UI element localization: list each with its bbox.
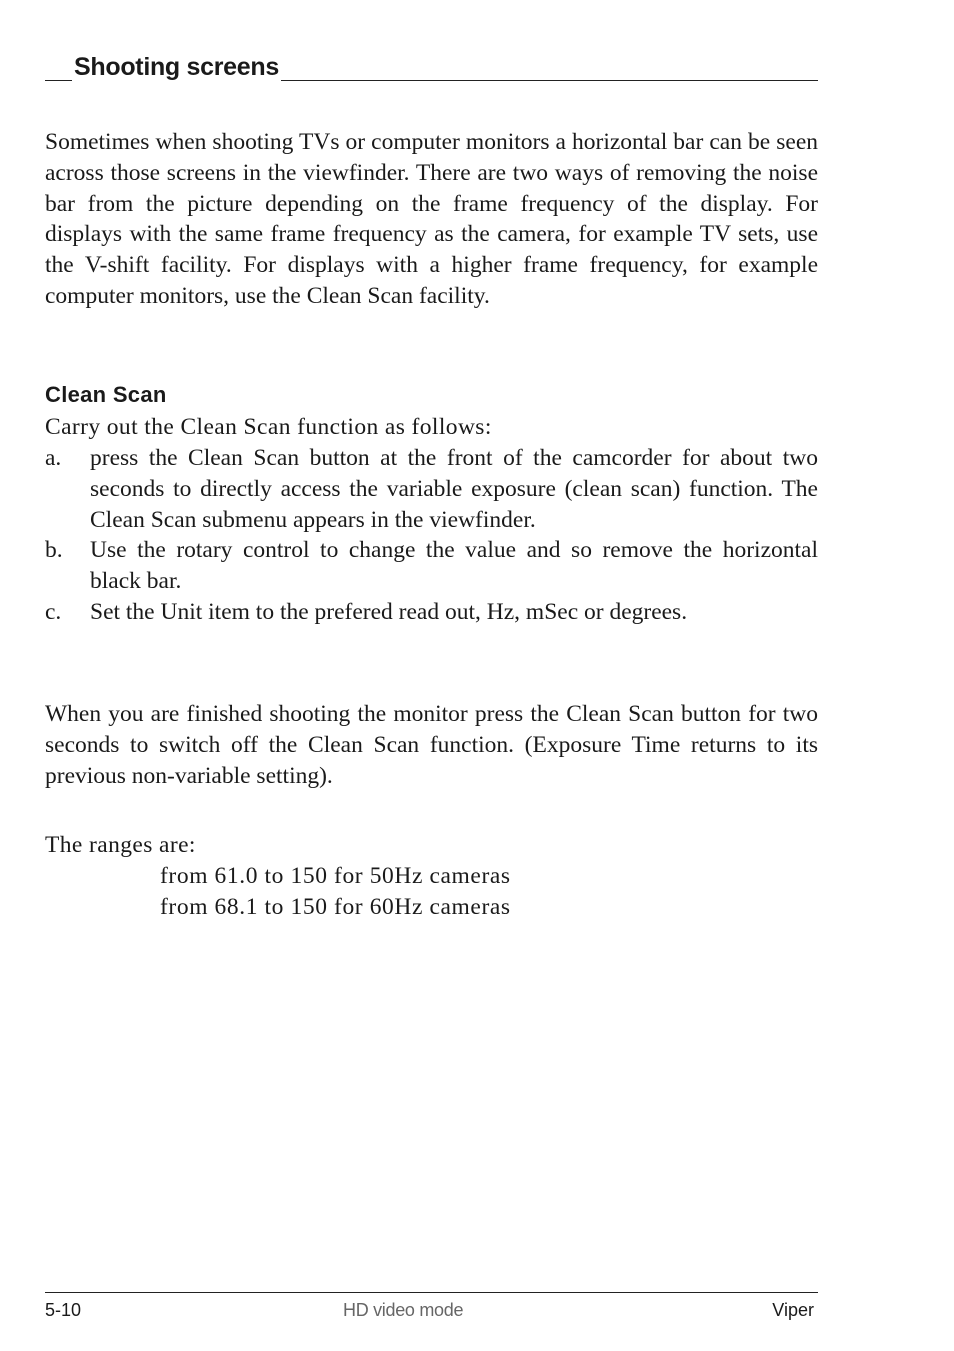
steps-list — [45, 443, 818, 628]
range-line-50hz: from 61.0 to 150 for 50Hz cameras — [160, 863, 511, 889]
range-line-60hz: from 68.1 to 150 for 60Hz cameras — [160, 894, 511, 920]
footer-section: HD video mode — [343, 1300, 464, 1320]
footer-product: Viper — [772, 1300, 814, 1320]
step-text: Set the Unit item to the prefered read out, Hz, mSec or degrees. — [90, 598, 688, 625]
step-marker: a. — [45, 445, 62, 471]
list-item — [45, 535, 818, 597]
clean-scan-heading: Clean Scan — [45, 382, 167, 407]
list-item — [45, 443, 818, 535]
step-marker: b. — [45, 537, 63, 564]
intro-paragraph: Sometimes when shooting TVs or computer monitors a horizontal bar can be seen across those screens in the viewfinder. There are two ways of removing the noise bar from the picture depending on the frame frequency of the display. For displays with the same frame frequency as the camera, for example TV sets, use the V-shift facility. For displays with a higher frame frequency, for example computer monitors, use the Clean Scan facility. — [45, 129, 818, 309]
page-number: 5-10 — [45, 1300, 82, 1320]
clean-scan-lead: Carry out the Clean Scan function as follows: — [45, 414, 492, 440]
list-item — [45, 597, 818, 628]
finish-paragraph: When you are finished shooting the monitor press the Clean Scan button for two seconds to switch off the Clean Scan function. (Exposure Time returns to its previous non-variable setting). — [45, 701, 818, 789]
ranges-intro: The ranges are: — [45, 832, 196, 858]
step-text: Use the rotary control to change the value and so remove the horizontal black bar. — [90, 537, 818, 595]
step-text: press the Clean Scan button at the front of the camcorder for about two seconds to directly access the variable exposure (clean scan) function. The Clean Scan submenu appears in the viewfinder. — [90, 445, 818, 533]
footer-rule — [45, 1292, 818, 1293]
step-marker: c. — [45, 598, 62, 625]
page-title: Shooting screens — [74, 53, 279, 81]
section-heading — [45, 52, 818, 82]
